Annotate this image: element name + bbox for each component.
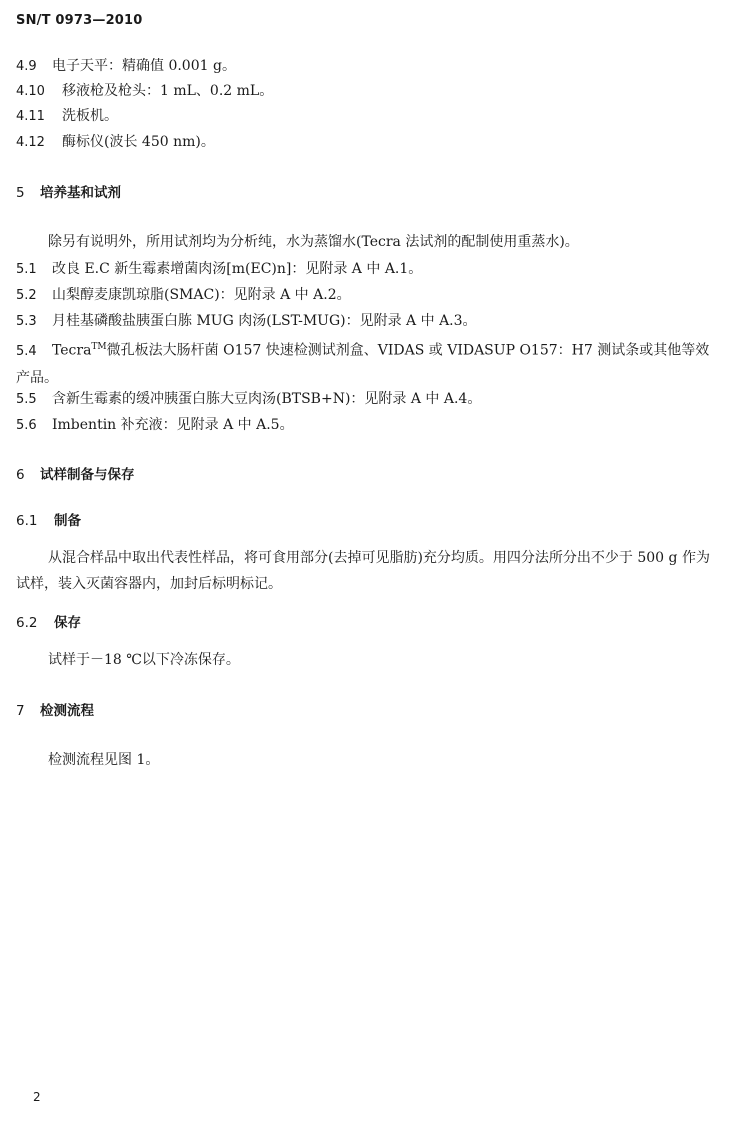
trademark-mark: TM [91,342,107,352]
list-item [16,389,481,410]
item-number: 4.11 [16,109,45,124]
item-number: 5.4 [16,343,37,359]
subsection-title: 制备 [54,513,81,529]
section-number: 5 [16,185,25,201]
item-text: 微孔板法大肠杆菌 O157 快速检测试剂盒、VIDAS 或 VIDASUP O157：H7 测试条或其他等效产品。 [16,342,710,386]
section-heading [16,465,135,485]
section-title: 检测流程 [40,703,94,719]
item-text: 移液枪及枪头：1 mL、0.2 mL。 [62,83,274,99]
item-text: 洗板机。 [62,108,118,124]
paragraph: 检测流程见图 1。 [48,752,160,768]
item-text: 月桂基磷酸盐胰蛋白胨 MUG 肉汤(LST-MUG)：见附录 A 中 A.3。 [52,313,477,329]
paragraph: 从混合样品中取出代表性样品，将可食用部分(去掉可见脂肪)充分均质。用四分法所分出不少于 500 g 作为试样，装入灭菌容器内，加封后标明标记。 [16,550,710,592]
item-text-pre: Tecra [52,342,92,359]
paragraph: 试样于－18 ℃以下冷冻保存。 [48,652,240,668]
item-number: 4.10 [16,84,45,99]
list-item [16,415,294,436]
item-number: 5.2 [16,288,37,303]
item-number: 5.6 [16,418,37,433]
section-heading [16,701,94,721]
item-text: 山梨醇麦康凯琼脂(SMAC)：见附录 A 中 A.2。 [52,287,351,303]
item-number: 5.3 [16,314,37,329]
list-item [16,311,477,332]
item-text: 改良 E.C 新生霉素增菌肉汤[m(EC)n]：见附录 A 中 A.1。 [52,261,423,277]
list-item [16,106,118,127]
section-title: 试样制备与保存 [40,467,135,483]
list-item [16,56,236,77]
subsection-heading [16,511,81,531]
item-text: 酶标仪(波长 450 nm)。 [62,134,215,150]
list-item [16,132,215,153]
subsection-number: 6.2 [16,615,38,631]
item-number: 4.12 [16,135,45,150]
list-item [16,259,422,280]
list-item [16,285,351,306]
subsection-title: 保存 [54,615,81,631]
subsection-heading [16,613,81,633]
list-item [16,81,273,102]
item-number: 5.1 [16,262,37,277]
item-text: 电子天平：精确值 0.001 g。 [52,58,236,74]
section-title: 培养基和试剂 [40,185,121,201]
item-text: Imbentin 补充液：见附录 A 中 A.5。 [52,417,294,433]
subsection-number: 6.1 [16,513,38,529]
page-number: 2 [33,1090,41,1104]
item-number: 5.5 [16,392,37,407]
section-heading [16,183,121,203]
item-text: 含新生霉素的缓冲胰蛋白胨大豆肉汤(BTSB+N)：见附录 A 中 A.4。 [52,391,482,407]
standard-number-header: SN/T 0973—2010 [16,13,143,28]
section-number: 7 [16,703,25,719]
section-number: 6 [16,467,25,483]
item-number: 4.9 [16,59,37,74]
list-item [16,334,720,391]
paragraph: 除另有说明外，所用试剂均为分析纯，水为蒸馏水(Tecra 法试剂的配制使用重蒸水)。 [48,234,579,250]
